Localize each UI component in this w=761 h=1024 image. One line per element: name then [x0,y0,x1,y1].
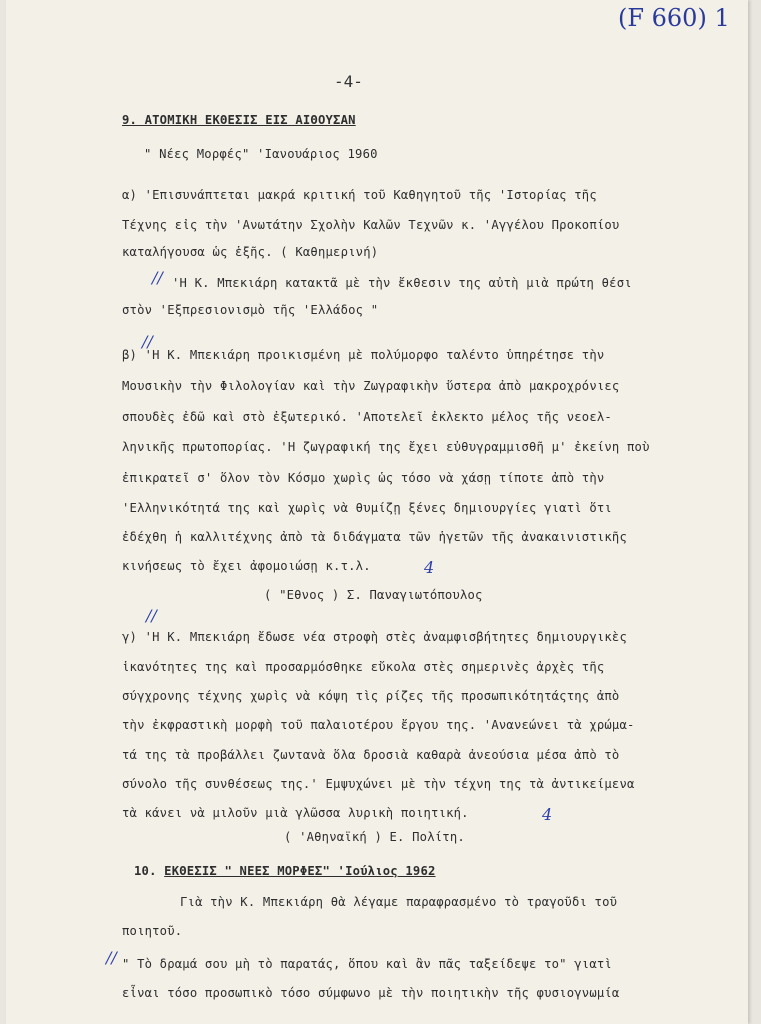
body-line: Τέχνης εἰς τὴν 'Ανωτάτην Σχολὴν Καλῶν Τεχνῶν κ. 'Αγγέλου Προκοπίου [122,218,620,232]
handwritten-mark: 4 [424,558,435,577]
body-line: τὰ κάνει νὰ μιλοῦν μιὰ γλῶσσα λυρικὴ ποιητική. [122,806,469,820]
handwritten-mark: // [106,948,117,967]
handwritten-mark: // [142,332,153,351]
page-number: -4- [334,72,363,91]
handwritten-mark: // [152,268,163,287]
body-line: ( "Εθνος ) Σ. Παναγιωτόπουλος [264,588,483,602]
body-line: β) 'Η Κ. Μπεκιάρη προικισμένη μὲ πολύμορφο ταλέντο ὑπηρέτησε τὴν [122,348,605,362]
body-line: ληνικῆς πρωτοπορίας. 'Η ζωγραφική της ἔχει εὐθυγραμμισθῆ μ' ἐκείνη ποὺ [122,440,650,454]
body-line: Μουσικὴν τὴν Φιλολογίαν καὶ τὴν Ζωγραφικὴν ὕστερα ἀπὸ μακροχρόνιες [122,379,620,393]
section9-title: 9. ΑΤΟΜΙΚΗ ΕΚΘΕΣΙΣ ΕΙΣ ΑΙΘΟΥΣΑΝ [122,113,356,127]
tail-line: ποιητοῦ. [122,924,183,938]
body-line: ἐπικρατεῖ σ' ὅλον τὸν Κόσμο χωρὶς ὡς τόσο νὰ χάσῃ τίποτε ἀπὸ τὴν [122,471,605,485]
body-line: σπουδὲς ἐδῶ καὶ στὸ ἐξωτερικό. 'Αποτελεῖ ἐκλεκτο μέλος τῆς νεοελ- [122,410,612,424]
body-line: στὸν 'Εξπρεσιονισμὸ τῆς 'Ελλάδος " [122,303,379,317]
tail-line: εἶναι τόσο προσωπικὸ τόσο σύμφωνο μὲ τὴν ποιητικὴν τῆς φυσιογνωμία [122,986,620,1000]
body-line: τά της τὰ προβάλλει ζωντανὰ ὅλα δροσιὰ καθαρὰ ἀνεούσια μέσα ἀπὸ τὸ [122,748,620,762]
tail-line: Γιὰ τὴν Κ. Μπεκιάρη θὰ λέγαμε παραφρασμένο τὸ τραγοῦδι τοῦ [180,895,618,909]
tail-line: " Τὸ δραμά σου μὴ τὸ παρατάς, ὅπου καὶ ἂν πᾶς ταξείδεψε το" γιατὶ [122,957,612,971]
document-page [6,0,748,1024]
body-line: κινήσεως τὸ ἔχει ἀφομοιώσῃ κ.τ.λ. [122,559,371,573]
body-line: ἱκανότητες της καὶ προσαρμόσθηκε εὔκολα στὲς σημερινὲς ἀρχὲς τῆς [122,660,605,674]
body-line: α) 'Επισυνάπτεται μακρά κριτική τοῦ Καθηγητοῦ τῆς 'Ιστορίας τῆς [122,188,597,202]
handwritten-reference: (F 660) 1 [618,4,730,32]
body-line: σύνολο τῆς συνθέσεως της.' Εμψυχώνει μὲ τὴν τέχνη της τὰ ἀντικείμενα [122,777,635,791]
handwritten-mark: 4 [542,805,553,824]
handwritten-mark: // [146,606,157,625]
section9-subtitle: " Νέες Μορφές" 'Ιανουάριος 1960 [144,147,378,161]
section10-title: 10. ΕΚΘΕΣΙΣ " ΝΕΕΣ ΜΟΡΦΕΣ" 'Ιούλιος 1962 [134,864,436,878]
body-line: τὴν ἐκφραστικὴ μορφὴ τοῦ παλαιοτέρου ἔργου της. 'Ανανεώνει τὰ χρώμα- [122,718,635,732]
body-line: 'Ελληνικότητά της καὶ χωρὶς νὰ θυμίζῃ ξένες δημιουργίες γιατὶ ὅτι [122,501,612,515]
body-line: ( 'Αθηναϊκή ) Ε. Πολίτη. [284,830,465,844]
body-line: ἐδέχθη ἡ καλλιτέχνης ἀπὸ τὰ διδάγματα τῶν ἡγετῶν τῆς ἀνακαινιστικῆς [122,530,628,544]
body-line: σύγχρονης τέχνης χωρὶς νὰ κόψη τὶς ρίζες τῆς προσωπικότητάςτης ἀπὸ [122,689,620,703]
body-line: 'Η Κ. Μπεκιάρη κατακτᾶ μὲ τὴν ἔκθεσιν της αὐτὴ μιὰ πρώτη θέσι [172,276,632,290]
body-line: γ) 'Η Κ. Μπεκιάρη ἔδωσε νέα στροφὴ στὲς ἀναμφισβήτητες δημιουργικὲς [122,630,628,644]
body-line: καταλήγουσα ὡς ἑξῆς. ( Καθημερινή) [122,245,379,259]
